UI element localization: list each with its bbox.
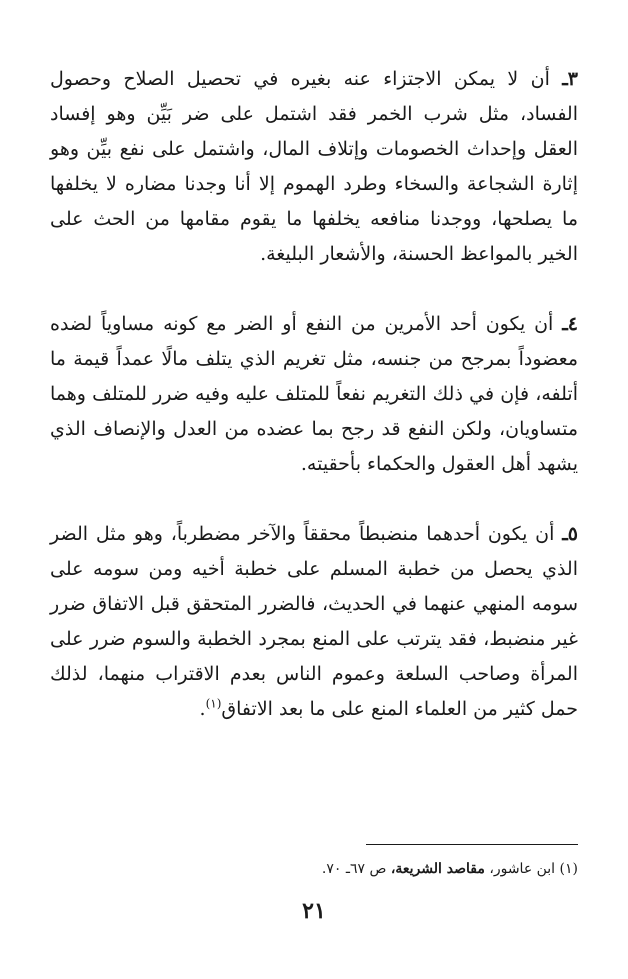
paragraph-4 xyxy=(50,307,578,482)
footnote-divider xyxy=(366,844,578,845)
footnote-pages: ص ٦٧ـ ٧٠. xyxy=(321,861,387,877)
main-text xyxy=(50,62,578,727)
paragraph-5 xyxy=(50,517,578,727)
paragraph-text: أن يكون أحد الأمرين من النفع أو الضر مع كونه مساوياً لضده معضوداً بمرجح من جنسه، مثل تغريم الذي يتلف مالًا عمداً قيمة ما أتلفه، فإن في ذلك التغريم نفعاً للمتلف عليه وفيه ضرر للمتلف وهما متساويان، ولكن النفع قد رجح بما عضده من العدل والإنصاف الذي يشهد أهل العقول والحكماء بأحقيته. xyxy=(50,313,578,475)
footnote-reference[interactable]: (١) xyxy=(205,696,222,711)
paragraph-number: ٥ـ xyxy=(562,523,578,545)
paragraph-text: أن يكون أحدهما منضبطاً محققاً والآخر مضطرباً، وهو مثل الضر الذي يحصل من خطبة المسلم على خطبة أخيه ومن سومه على سومه المنهي عنهما في الحديث، فالضرر المتحقق قبل الاتفاق ضرر غير منضبط، فقد يترتب على المنع بمجرد الخطبة والسوم ضرر على المرأة وصاحب السلعة وعموم الناس بعدم الاقتراب منهما، لذلك حمل كثير من العلماء المنع على ما بعد الاتفاق xyxy=(50,523,578,720)
paragraph-number: ٤ـ xyxy=(562,313,578,335)
paragraph-text: أن لا يمكن الاجتزاء عنه بغيره في تحصيل الصلاح وحصول الفساد، مثل شرب الخمر فقد اشتمل على ضر بَيِّن وهو إفساد العقل وإحداث الخصومات وإتلاف المال، واشتمل على نفع بيِّن وهو إثارة الشجاعة والسخاء وطرد الهموم إلا أنا وجدنا مضاره لا يخلفها ما يصلحها، ووجدنا منافعه يخلفها ما يقوم مقامها من الحث على الخير بالمواعظ الحسنة، والأشعار البليغة. xyxy=(50,68,578,265)
footnote xyxy=(50,858,578,880)
paragraph-3 xyxy=(50,62,578,272)
footnote-marker: (١) xyxy=(559,861,578,877)
paragraph-number: ٣ـ xyxy=(562,68,578,90)
page-number: ٢١ xyxy=(302,898,326,924)
footnote-book-title: مقاصد الشريعة، xyxy=(390,861,485,877)
footnote-author: ابن عاشور، xyxy=(489,861,556,877)
paragraph-end: . xyxy=(199,698,206,720)
